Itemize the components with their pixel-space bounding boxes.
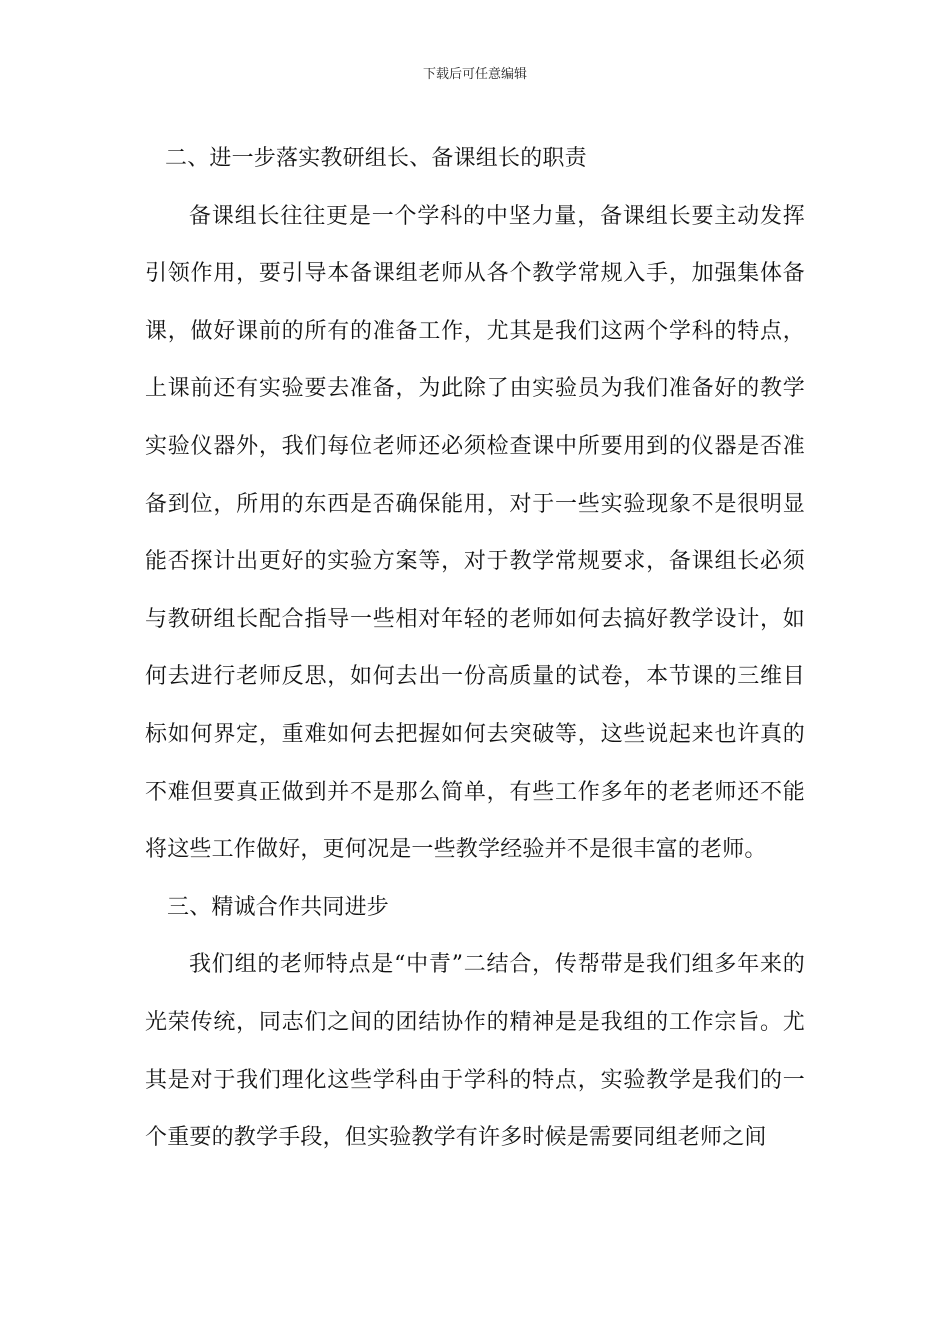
section-paragraph-2: 备课组长往往更是一个学科的中坚力量，备课组长要主动发挥引领作用，要引导本备课组老师从各个教学常规入手，加强集体备课，做好课前的所有的准备工作，尤其是我们这两个学科的特点，上课前还有实验要去准备，为此除了由实验员为我们准备好的教学实验仪器外，我们每位老师还必须检查课中所要用到的仪器是否准备到位，所用的东西是否确保能用，对于一些实验现象不是很明显能否探计出更好的实验方案等，对于教学常规要求，备课组长必须与教研组长配合指导一些相对年轻的老师如何去搞好教学设计，如何去进行老师反思，如何去出一份高质量的试卷，本节课的三维目标如何界定，重难如何去把握如何去突破等，这些说起来也许真的不难但要真正做到并不是那么简单，有些工作多年的老老师还不能将这些工作做好，更何况是一些教学经验并不是很丰富的老师。 bbox=[145, 203, 805, 863]
section-paragraph-3: 我们组的老师特点是“中青”二结合，传帮带是我们组多年来的光荣传统，同志们之间的团结协作的精神是是我组的工作宗旨。尤其是对于我们理化这些学科由于学科的特点，实验教学是我们的一个重要的教学手段，但实验教学有许多时候是需要同组老师之间 bbox=[145, 952, 805, 1151]
document-body bbox=[145, 130, 805, 1167]
page-header: 下载后可任意编辑 bbox=[422, 67, 527, 82]
section-heading-3: 三、精诚合作共同进步 bbox=[167, 894, 390, 920]
section-heading-2: 二、进一步落实教研组长、备课组长的职责 bbox=[165, 146, 587, 171]
